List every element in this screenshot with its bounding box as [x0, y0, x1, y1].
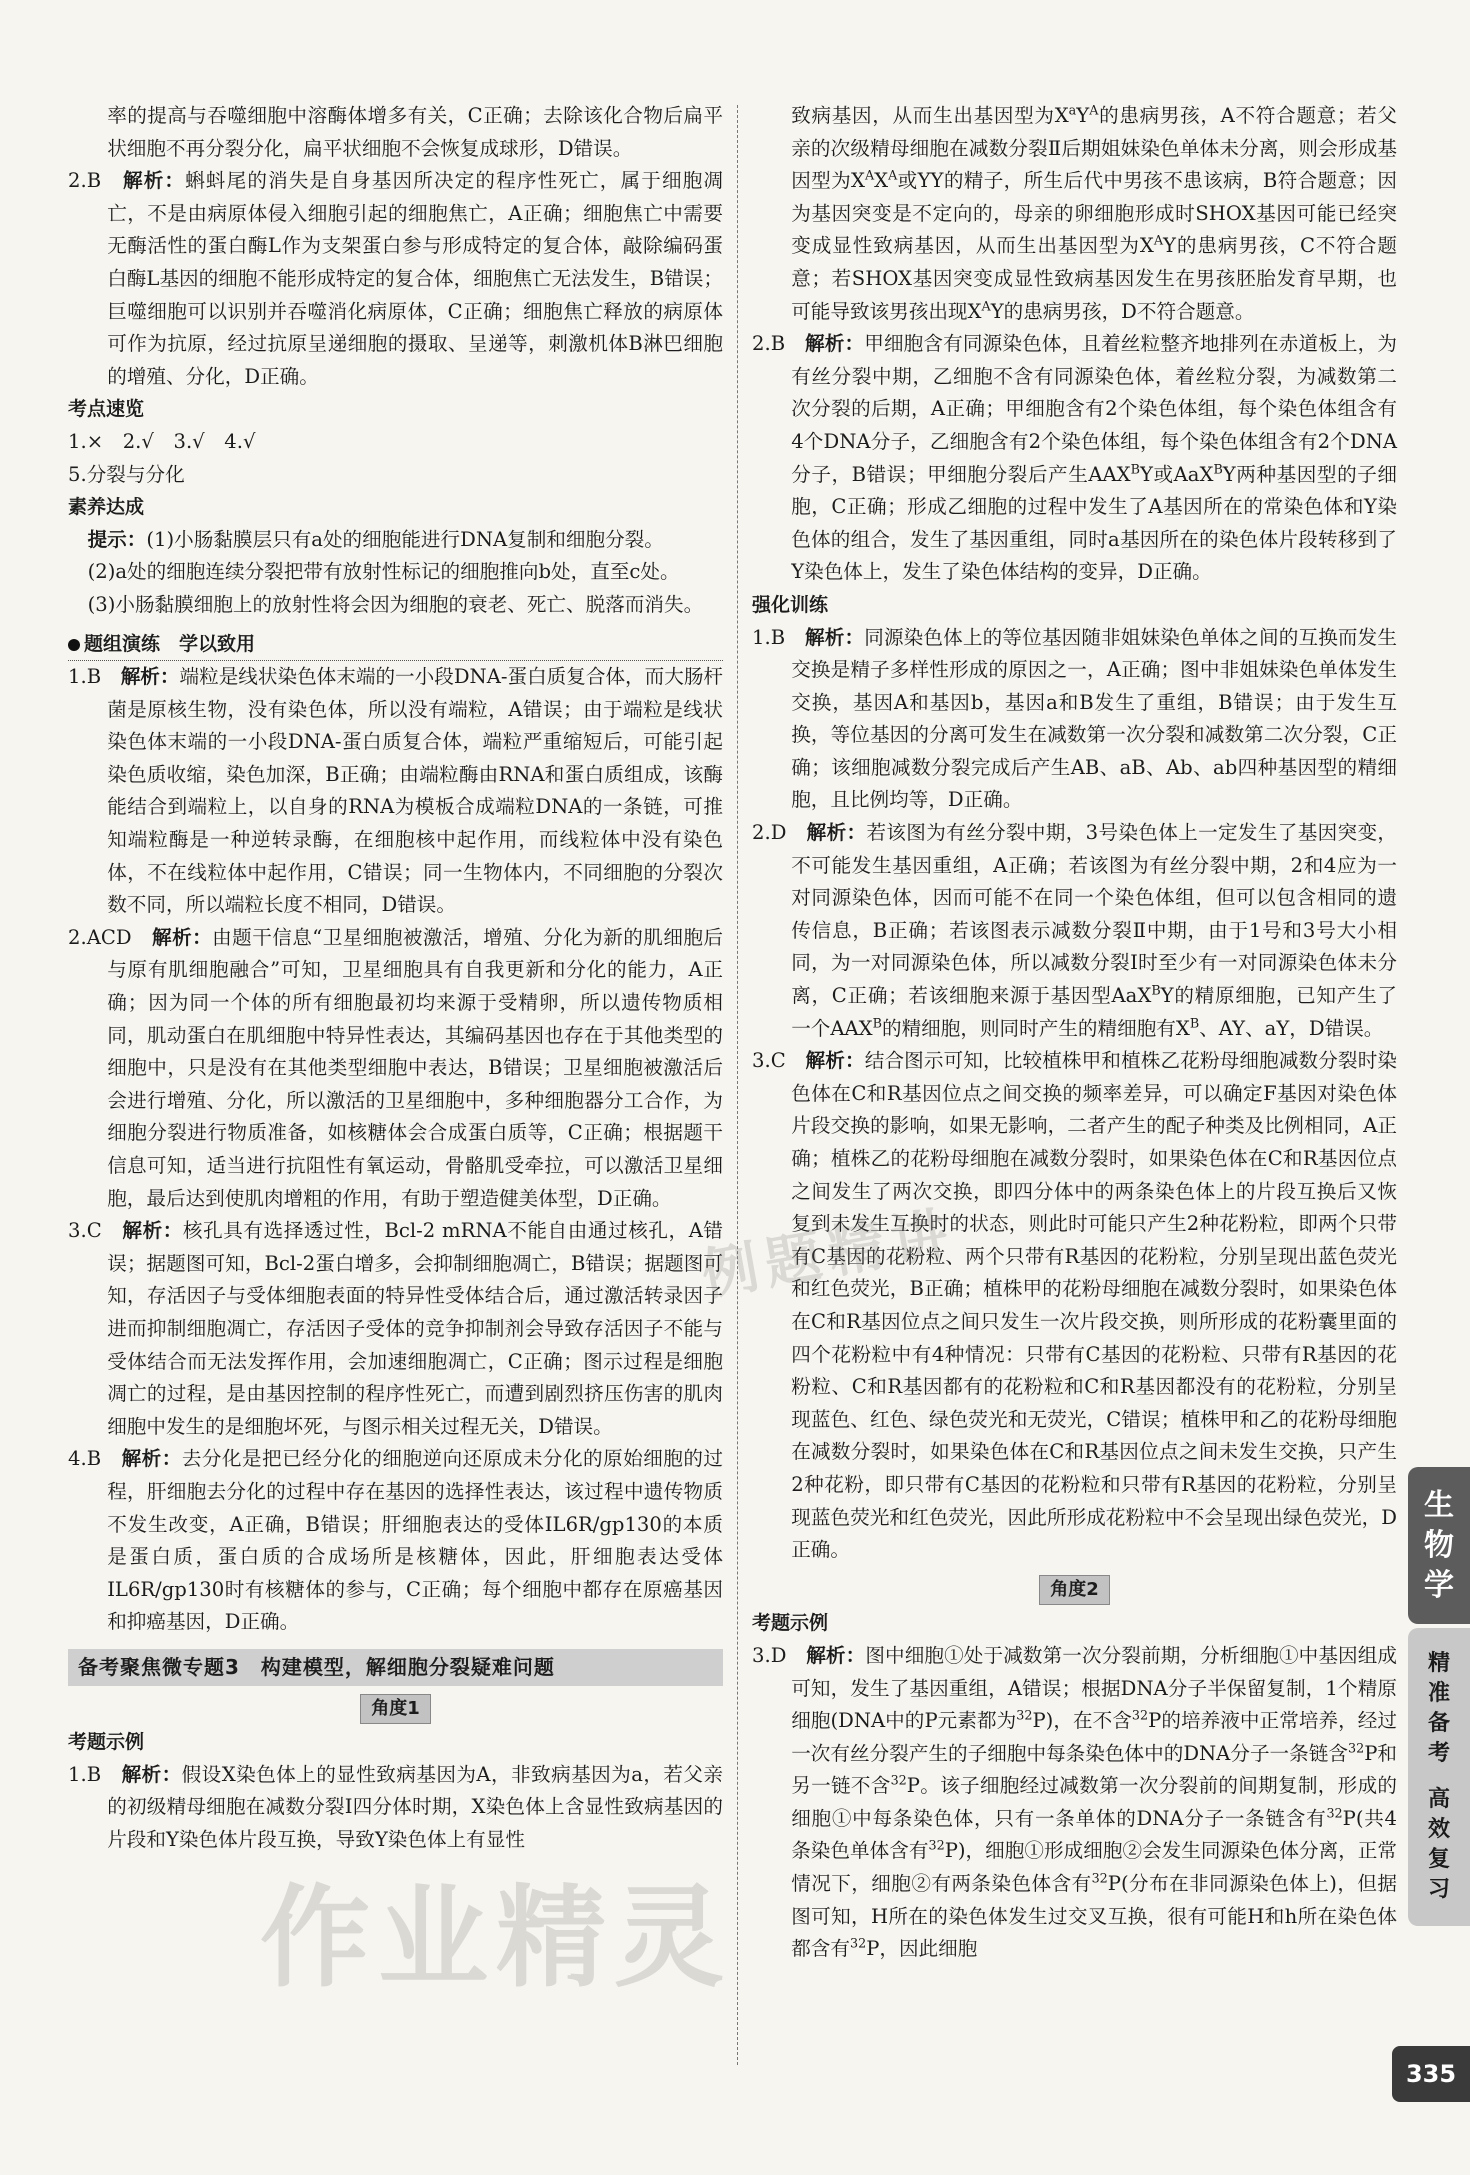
sydc-hint-3: (3)小肠黏膜细胞上的放射性将会因为细胞的衰老、死亡、脱落而消失。: [87, 592, 704, 616]
example-answer-3: 3.D 解析：图中细胞①处于减数第一次分裂前期，分析细胞①中基因组成可知，发生了基因重组，A错误；根据DNA分子半保留复制，1个精原细胞(DNA中的P元素都为$^{32}$P)，在不含$^{32}$P的培养液中正常培养，经过一次有丝分裂产生的子细胞中每条染色体中的DNA分子一条链含$^{32}$P和另一链不含$^{32}$P。该子细胞经过减数第一次分裂前的间期复制，形成的细胞①中每条染色体，只有一条单体的DNA分子一条链含有$^{32}$P(共4条染色单体含有$^{32}$P)，细胞①形成细胞②会发生同源染色体分离，正常情况下，细胞②有两条染色体含有$^{32}$P(分布在非同源染色体上)，但据图可知，H所在的染色体发生过交叉互换，很有可能H和h所在染色体都含有$^{32}$P，因此细胞: [752, 1643, 1398, 1961]
practice-answer-4: 4.B 解析：去分化是把已经分化的细胞逆向还原成未分化的原始细胞的过程，肝细胞去分化的过程中存在基因的选择性表达，该过程中遗传物质不发生改变，A正确，B错误；肝细胞表达的受体IL6R/gp130的本质是蛋白质，蛋白质的合成场所是核糖体，因此，肝细胞表达受体IL6R/gp130时有核糖体的参与，C正确；每个细胞中都存在原癌基因和抑癌基因，D正确。: [68, 1447, 724, 1634]
watermark-large: 作业精灵: [260, 1874, 732, 2002]
section-heading-example: 考题示例: [68, 1731, 145, 1754]
sydc-hint-2: (2)a处的细胞连续分裂把带有放射性标记的细胞推向b处，直至c处。: [87, 560, 680, 584]
bullet-icon: [68, 639, 80, 651]
answer-r2: 2.B 解析：甲细胞含有同源染色体，且着丝粒整齐地排列在赤道板上，为有丝分裂中期，乙细胞不含有同源染色体，着丝粒分裂，为减数第二次分裂的后期，A正确；甲细胞含有2个染色体组，每个染色体组含有4个DNA分子，乙细胞含有2个染色体组，每个染色体组含有2个DNA分子，B错误；甲细胞分裂后产生$AAX^BY$或AaX$^B$Y两种基因型的子细胞，C正确；形成乙细胞的过程中发生了A基因所在的常染色体和Y染色体的组合，发生了基因重组，同时a基因所在的染色体片段转移到了Y染色体上，发生了染色体结构的变异，D正确。: [752, 332, 1398, 584]
topic-banner: 备考聚焦微专题3 构建模型，解细胞分裂疑难问题: [68, 1649, 723, 1686]
answer-continuation: 率的提高与吞噬细胞中溶酶体增多有关，C正确；去除该化合物后扁平状细胞不再分裂分化，扁平状细胞不会恢复成球形，D错误。: [107, 104, 723, 160]
watermark-small: 例题精讲: [697, 1200, 961, 1309]
section-heading-sydc: 素养达成: [68, 496, 145, 519]
left-column: [68, 100, 723, 1856]
kdsl-answers: 1.× 2.√ 3.√ 4.√: [68, 429, 256, 453]
subject-tab: 生 物 学: [1408, 1467, 1470, 1624]
section-heading-example-2: 考题示例: [752, 1612, 829, 1635]
sydc-hint-1: 提示：(1)小肠黏膜层只有a处的细胞能进行DNA复制和细胞分裂。: [87, 527, 664, 551]
section-heading-kdsl: 考点速览: [68, 398, 145, 421]
answer-q2: 2.B 解析：蝌蚪尾的消失是自身基因所决定的程序性死亡，属于细胞凋亡，不是由病原体侵入细胞引起的细胞焦亡，A正确；细胞焦亡中需要无酶活性的蛋白酶L作为支架蛋白参与形成特定的复合体，敲除编码蛋白酶L基因的细胞不能形成特定的复合体，细胞焦亡无法发生，B错误；巨噬细胞可以识别并吞噬消化病原体，C正确；细胞焦亡释放的病原体可作为抗原，经过抗原呈递细胞的摄取、呈递等，刺激机体B淋巴细胞的增殖、分化，D正确。: [68, 169, 724, 388]
kdsl-answer-5: 5.分裂与分化: [68, 462, 185, 486]
practice-answer-3: 3.C 解析：核孔具有选择透过性，Bcl-2 mRNA不能自由通过核孔，A错误；据题图可知，Bcl-2蛋白增多，会抑制细胞凋亡，B错误；据题图可知，存活因子与受体细胞表面的特异性受体结合后，通过激活转录因子进而抑制细胞凋亡，存活因子受体的竞争抑制剂会导致存活因子不能与受体结合而无法发挥作用，会加速细胞凋亡，C正确；图示过程是细胞凋亡的过程，是由基因控制的程序性死亡，而遭到剧烈挤压伤害的肌肉细胞中发生的是细胞坏死，与图示相关过程无关，D错误。: [68, 1219, 724, 1438]
training-answer-3: 3.C 解析：结合图示可知，比较植株甲和植株乙花粉母细胞减数分裂时染色体在C和R基因位点之间交换的频率差异，可以确定F基因对染色体片段交换的影响，如果无影响，二者产生的配子种类及比例相同，A正确；植株乙的花粉母细胞在减数分裂时，如果染色体在C和R基因位点之间发生了两次交换，即四分体中的两条染色体上的片段互换后又恢复到未发生互换时的状态，则此时可能只产生2种花粉粒，即两个只带有C基因的花粉粒、两个只带有R基因的花粉粒，分别呈现出蓝色荧光和红色荧光，B正确；植株甲的花粉母细胞在减数分裂时，如果染色体在C和R基因位点之间只发生一次片段交换，则所形成的花粉囊里面的四个花粉粒中有4种情况：只带有C基因的花粉粒、只带有R基因的花粉粒、C和R基因都有的花粉粒和C和R基因都没有的花粉粒，分别呈现蓝色、红色、绿色荧光和无荧光，C错误；植株甲和乙的花粉母细胞在减数分裂时，如果染色体在C和R基因位点之间未发生交换，只产生2种花粉，即只带有C基因的花粉粒和只带有R基因的花粉粒，分别呈现蓝色荧光和红色荧光，因此所形成花粉粒中不会呈现出绿色荧光，D正确。: [752, 1049, 1398, 1562]
section-heading-qhxl: 强化训练: [752, 593, 829, 616]
practice-answer-2: 2.ACD 解析：由题干信息“卫星细胞被激活，增殖、分化为新的肌细胞后与原有肌细胞融合”可知，卫星细胞具有自我更新和分化的能力，A正确；因为同一个体的所有细胞最初均来源于受精卵，所以遗传物质相同，肌动蛋白在肌细胞中特异性表达，其编码基因也存在于其他类型的细胞中，只是没有在其他类型细胞中表达，B错误；卫星细胞被激活后会进行增殖、分化，所以激活的卫星细胞中，多种细胞器分工合作，为细胞分裂进行物质准备，如核糖体会合成蛋白质等，C正确；根据题干信息可知，适当进行抗阻性有氧运动，骨骼肌受牵拉，可以激活卫星细胞，最后达到使肌肉增粗的作用，有助于塑造健美体型，D正确。: [68, 925, 724, 1210]
column-divider: [737, 105, 738, 2065]
training-answer-2: 2.D 解析：若该图为有丝分裂中期，3号染色体上一定发生了基因突变，不可能发生基因重组，A正确；若该图为有丝分裂中期，2和4应为一对同源染色体，因而可能不在同一个染色体组，但可以包含相同的遗传信息，B正确；若该图表示减数分裂Ⅱ中期，由于1号和3号大小相同，为一对同源染色体，所以减数分裂Ⅰ时至少有一对同源染色体未分离，C正确；若该细胞来源于基因型AaX$^B$Y的精原细胞，已知产生了一个$AAX^B$的精细胞，则同时产生的精细胞有$X^B$、AY、aY，D错误。: [752, 821, 1398, 1040]
angle-badge-2: 角度2: [1039, 1575, 1110, 1605]
practice-heading: 题组演练 学以致用: [68, 628, 723, 662]
practice-answer-1: 1.B 解析：端粒是线状染色体末端的一小段DNA-蛋白质复合体，而大肠杆菌是原核生物，没有染色体，所以没有端粒，A错误；由于端粒是线状染色体末端的一小段DNA-蛋白质复合体，端粒严重缩短后，可能引起染色质收缩，染色加深，B正确；由端粒酶由RNA和蛋白质组成，该酶能结合到端粒上，以自身的RNA为模板合成端粒DNA的一条链，可推知端粒酶是一种逆转录酶，在细胞核中起作用，而线粒体中没有染色体，不在线粒体中起作用，C错误；同一生物体内，不同细胞的分裂次数不同，所以端粒长度不相同，D错误。: [68, 665, 724, 917]
right-column: [752, 100, 1397, 1966]
answer-continuation-right: 致病基因，从而生出基因型为$X^aY^A$的患病男孩，A不符合题意；若父亲的次级精母细胞在减数分裂Ⅱ后期姐妹染色单体未分离，则会形成基因型为$X^AX^A$或YY的精子，所生后代中男孩不患该病，B符合题意；因为基因突变是不定向的，母亲的卵细胞形成时SHOX基因可能已经突变成显性致病基因，从而生出基因型为$X^AY$的患病男孩，C不符合题意；若SHOX基因突变成显性致病基因发生在男孩胚胎发育早期，也可能导致该男孩出现$X^AY$的患病男孩，D不符合题意。: [791, 103, 1397, 323]
series-tab: 精 准 备 考 高 效 复 习: [1408, 1628, 1470, 1926]
angle-badge-1: 角度1: [360, 1694, 431, 1724]
training-answer-1: 1.B 解析：同源染色体上的等位基因随非姐妹染色单体之间的互换而发生交换是精子多样性形成的原因之一，A正确；图中非姐妹染色单体发生交换，基因A和基因b，基因a和B发生了重组，B错误；由于发生互换，等位基因的分离可发生在减数第一次分裂和减数第二次分裂，C正确；该细胞减数分裂完成后产生AB、aB、Ab、ab四种基因型的精细胞，且比例均等，D正确。: [752, 625, 1398, 812]
example-answer-1: 1.B 解析：假设X染色体上的显性致病基因为A，非致病基因为a，若父亲的初级精母细胞在减数分裂Ⅰ四分体时期，X染色体上含显性致病基因的片段和Y染色体片段互换，导致Y染色体上有显性: [68, 1762, 724, 1851]
page-number: 335: [1392, 2046, 1470, 2102]
